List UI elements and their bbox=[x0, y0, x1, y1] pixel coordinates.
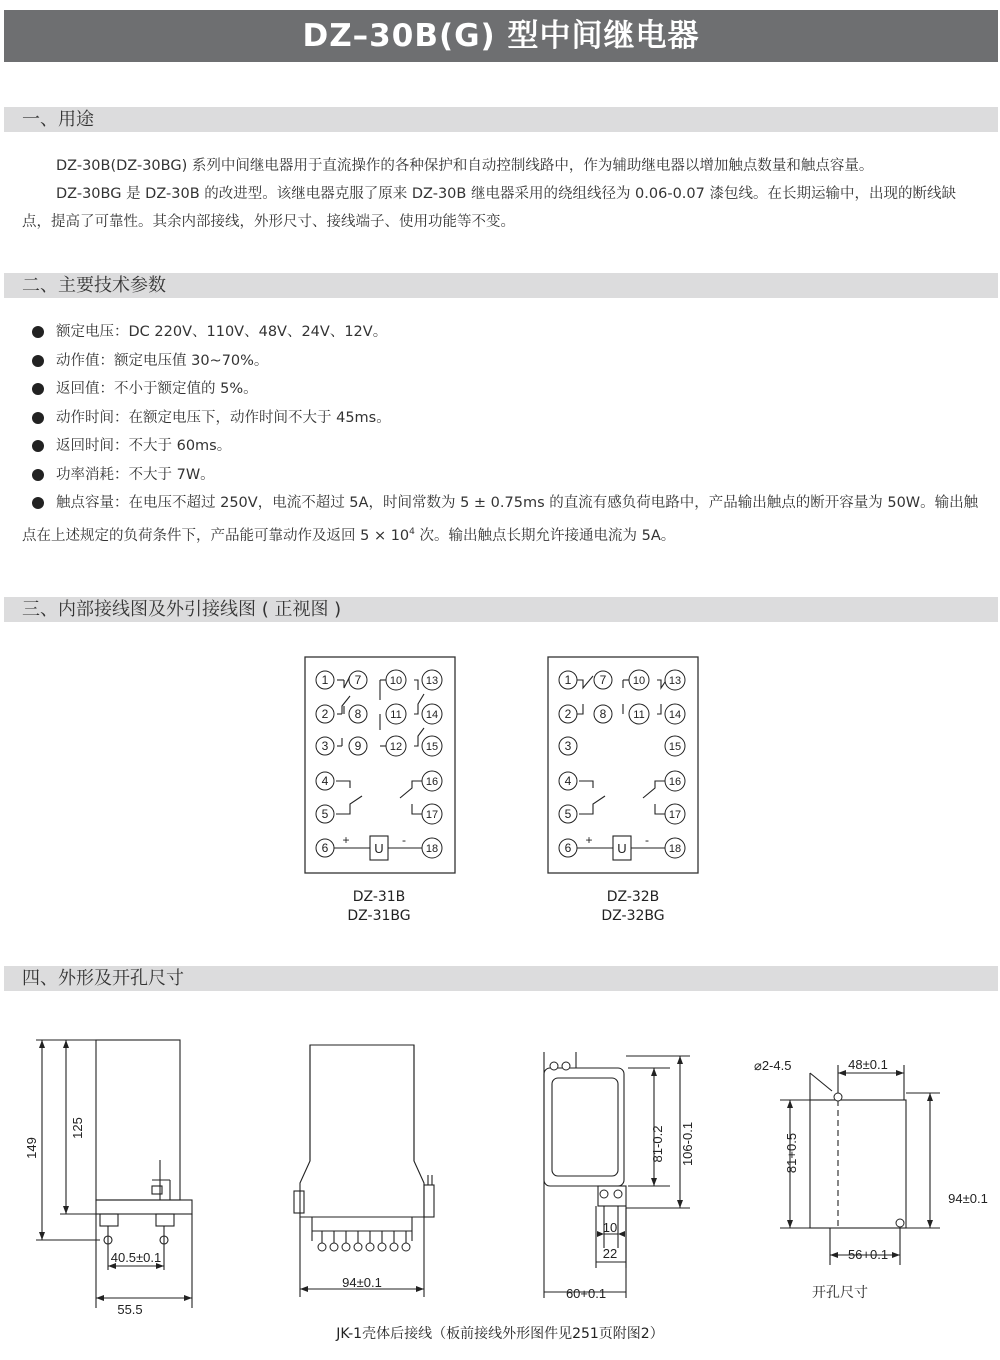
terminal-label: 15 bbox=[668, 741, 682, 753]
coil-label: U bbox=[617, 841, 627, 856]
terminal-label: 2 bbox=[564, 707, 572, 721]
bullet-icon bbox=[32, 497, 44, 509]
usage-paragraph-1: DZ-30B(DZ-30BG) 系列中间继电器用于直流操作的各种保护和自动控制线路中，作为辅助继电器以增加触点数量和触点容量。 bbox=[56, 158, 874, 174]
bullet-icon bbox=[32, 440, 44, 452]
section-heading-usage: 一、用途 bbox=[4, 107, 998, 132]
terminal-label: 17 bbox=[425, 809, 439, 821]
terminal-label: 11 bbox=[390, 709, 402, 721]
spec-list bbox=[22, 318, 992, 550]
dim-cutout-right: 94±0.1 bbox=[948, 1191, 988, 1206]
terminal-label: 17 bbox=[668, 809, 682, 821]
page-title: DZ–30B(G) 型中间继电器 bbox=[4, 10, 998, 62]
terminal-label: 6 bbox=[564, 841, 572, 855]
cutout-drawing bbox=[750, 1055, 990, 1305]
terminal-label: 15 bbox=[425, 741, 439, 753]
plus-label: + bbox=[585, 833, 593, 847]
terminal-label: 10 bbox=[389, 675, 403, 687]
terminal-label: 1 bbox=[321, 673, 329, 687]
terminal-label: 13 bbox=[425, 675, 439, 687]
bullet-icon bbox=[32, 326, 44, 338]
diagram1-caption: DZ-31B DZ-31BG bbox=[347, 889, 411, 924]
dim-cutout-left: 81+0.5 bbox=[784, 1132, 799, 1174]
bullet-icon bbox=[32, 383, 44, 395]
dim-pin-width: 40.5±0.1 bbox=[110, 1250, 162, 1265]
front-view-drawing bbox=[290, 1035, 450, 1305]
bullet-icon bbox=[32, 412, 44, 424]
wiring-diagram-dz32b bbox=[547, 656, 699, 874]
spec-item: 返回时间：不大于 60ms。 bbox=[22, 432, 992, 461]
dim-total-width: 55.5 bbox=[117, 1302, 143, 1315]
bullet-icon bbox=[32, 469, 44, 481]
bullet-icon bbox=[32, 355, 44, 367]
terminal-label: 2 bbox=[321, 707, 329, 721]
back-view-drawing bbox=[530, 1048, 710, 1308]
terminal-label: 14 bbox=[425, 709, 439, 721]
terminal-label: 5 bbox=[321, 807, 329, 821]
terminal-label: 14 bbox=[668, 709, 682, 721]
terminal-label: 4 bbox=[321, 774, 329, 788]
diagram2-caption: DZ-32B DZ-32BG bbox=[601, 889, 665, 924]
dim-back-width-3: 60+0.1 bbox=[565, 1286, 607, 1301]
dim-cutout-top: 48±0.1 bbox=[848, 1057, 888, 1072]
spec-item: 返回值：不小于额定值的 5%。 bbox=[22, 375, 992, 404]
dim-hole: ⌀2-4.5 bbox=[754, 1058, 792, 1073]
dim-back-width-2: 22 bbox=[602, 1246, 618, 1261]
side-view-drawing bbox=[20, 1030, 200, 1315]
terminal-label: 9 bbox=[354, 739, 362, 753]
dim-back-width-1: 10 bbox=[602, 1220, 618, 1235]
dim-back-height-2: 106-0.1 bbox=[680, 1121, 695, 1167]
dim-height-body: 125 bbox=[70, 1117, 85, 1139]
terminal-label: 5 bbox=[564, 807, 572, 821]
cutout-label: 开孔尺寸 bbox=[812, 1284, 868, 1300]
terminal-label: 3 bbox=[321, 739, 329, 753]
terminal-label: 12 bbox=[389, 741, 403, 753]
terminal-label: 6 bbox=[321, 841, 329, 855]
spec-item: 动作值：额定电压值 30~70%。 bbox=[22, 347, 992, 376]
footer-note: JK-1壳体后接线（板前接线外形图件见251页附图2） bbox=[336, 1326, 664, 1342]
spec-item: 功率消耗：不大于 7W。 bbox=[22, 461, 992, 490]
plus-label: + bbox=[342, 833, 350, 847]
terminal-label: 11 bbox=[633, 709, 645, 721]
terminal-label: 18 bbox=[668, 843, 682, 855]
spec-item: 动作时间：在额定电压下，动作时间不大于 45ms。 bbox=[22, 404, 992, 433]
terminal-label: 3 bbox=[564, 739, 572, 753]
terminal-label: 16 bbox=[668, 776, 682, 788]
wiring-diagram-dz31b bbox=[304, 656, 456, 874]
section-heading-wiring: 三、内部接线图及外引接线图 ( 正视图 ) bbox=[4, 597, 998, 622]
terminal-label: 10 bbox=[632, 675, 646, 687]
terminal-label: 13 bbox=[668, 675, 682, 687]
terminal-label: 4 bbox=[564, 774, 572, 788]
section-heading-dimensions: 四、外形及开孔尺寸 bbox=[4, 966, 998, 991]
usage-paragraph-2: DZ-30BG 是 DZ-30B 的改进型。该继电器克服了原来 DZ-30B 继电器采用的绕组线径为 0.06-0.07 漆包线。在长期运输中，出现的断线缺点，提高了可靠性。其余内部接线，外形尺寸、接线端子、使用功能等不变。 bbox=[22, 186, 956, 230]
dim-back-height-1: 81-0.2 bbox=[650, 1125, 665, 1163]
dim-front-width: 94±0.1 bbox=[342, 1275, 382, 1290]
terminal-label: 16 bbox=[425, 776, 439, 788]
dim-height-total: 149 bbox=[24, 1137, 39, 1159]
terminal-label: 1 bbox=[564, 673, 572, 687]
coil-label: U bbox=[374, 841, 384, 856]
terminal-label: 7 bbox=[354, 673, 362, 687]
terminal-label: 18 bbox=[425, 843, 439, 855]
minus-label: - bbox=[402, 833, 406, 847]
section-heading-specs: 二、主要技术参数 bbox=[4, 273, 998, 298]
spec-item-contact-capacity: 触点容量：在电压不超过 250V，电流不超过 5A，时间常数为 5 ± 0.75ms 的直流有感负荷电路中，产品输出触点的断开容量为 50W。输出触点在上述规定的负荷条件下，产品能可靠动作及返回 $5 \times 10^4$ 次。输出触点长期允许接通电流为 5A。 bbox=[22, 495, 979, 544]
terminal-label: 7 bbox=[599, 673, 607, 687]
spec-item: 额定电压：DC 220V、110V、48V、24V、12V。 bbox=[22, 318, 992, 347]
minus-label: - bbox=[645, 833, 649, 847]
dim-cutout-bottom: 56+0.1 bbox=[847, 1247, 889, 1262]
terminal-label: 8 bbox=[354, 707, 362, 721]
terminal-label: 8 bbox=[599, 707, 607, 721]
